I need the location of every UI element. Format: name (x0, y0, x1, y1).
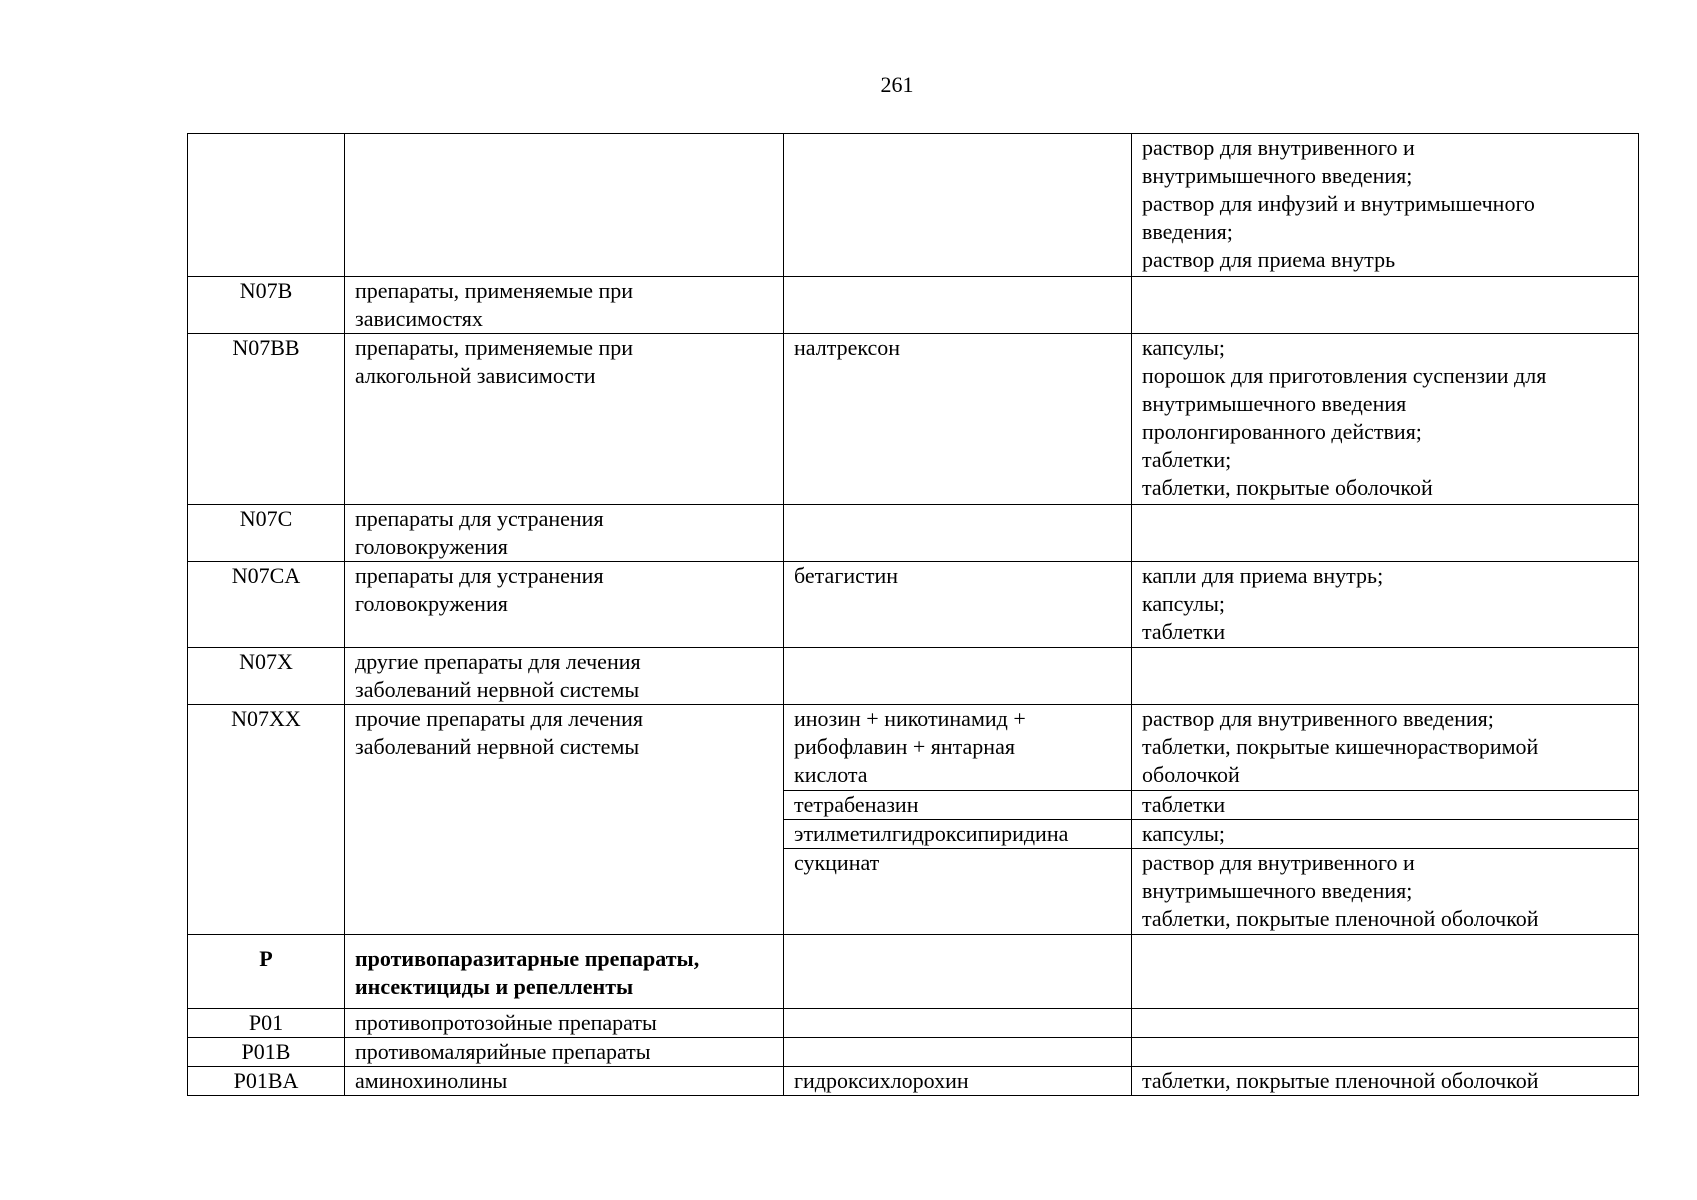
group-cell: препараты, применяемые при алкогольной зависимости (345, 334, 784, 505)
group-cell: препараты, применяемые при зависимостях (345, 277, 784, 334)
table-row (188, 935, 1639, 1009)
drug-table (187, 133, 1639, 1096)
drug-cell (784, 134, 1132, 277)
drug-cell (784, 277, 1132, 334)
drug-cell (784, 1009, 1132, 1038)
drug-cell (784, 648, 1132, 705)
atc-code-cell: P (188, 935, 345, 1009)
drug-cell: тетрабеназин (784, 791, 1132, 820)
atc-code-cell: P01 (188, 1009, 345, 1038)
forms-cell: раствор для внутривенного и внутримышечного введения; таблетки, покрытые пленочной оболочкой (1132, 849, 1639, 935)
forms-cell: раствор для внутривенного и внутримышечного введения; раствор для инфузий и внутримышечного введения; раствор для приема внутрь (1132, 134, 1639, 277)
forms-cell: таблетки, покрытые пленочной оболочкой (1132, 1067, 1639, 1096)
atc-code-cell: N07BB (188, 334, 345, 505)
drug-cell (784, 505, 1132, 562)
forms-cell (1132, 1009, 1639, 1038)
table-row (188, 1067, 1639, 1096)
forms-cell: раствор для внутривенного введения; таблетки, покрытые кишечнорастворимой оболочкой (1132, 705, 1639, 791)
page-number: 261 (880, 72, 914, 97)
atc-code-cell: P01BA (188, 1067, 345, 1096)
group-cell (345, 134, 784, 277)
forms-cell (1132, 935, 1639, 1009)
atc-code-cell: N07C (188, 505, 345, 562)
forms-cell (1132, 1038, 1639, 1067)
table-row (188, 505, 1639, 562)
group-cell: препараты для устранения головокружения (345, 562, 784, 648)
atc-code-cell: N07XX (188, 705, 345, 935)
forms-cell (1132, 277, 1639, 334)
forms-cell: таблетки (1132, 791, 1639, 820)
drug-cell: налтрексон (784, 334, 1132, 505)
forms-cell (1132, 648, 1639, 705)
forms-cell: капли для приема внутрь; капсулы; таблетки (1132, 562, 1639, 648)
drug-cell: инозин + никотинамид + рибофлавин + янтарная кислота (784, 705, 1132, 791)
group-cell: препараты для устранения головокружения (345, 505, 784, 562)
drug-cell (784, 935, 1132, 1009)
atc-code-cell (188, 134, 345, 277)
group-cell: противопротозойные препараты (345, 1009, 784, 1038)
group-cell: противомалярийные препараты (345, 1038, 784, 1067)
table-row (188, 334, 1639, 505)
group-cell: другие препараты для лечения заболеваний нервной системы (345, 648, 784, 705)
table-row (188, 1038, 1639, 1067)
table-row (188, 134, 1639, 277)
table-row (188, 1009, 1639, 1038)
forms-cell: капсулы; порошок для приготовления суспензии для внутримышечного введения пролонгированного действия; таблетки; таблетки, покрытые оболочкой (1132, 334, 1639, 505)
atc-code-cell: N07B (188, 277, 345, 334)
table-row (188, 705, 1639, 791)
drug-cell: этилметилгидроксипиридина (784, 820, 1132, 849)
forms-cell (1132, 505, 1639, 562)
drug-cell: бетагистин (784, 562, 1132, 648)
group-cell: прочие препараты для лечения заболеваний нервной системы (345, 705, 784, 935)
table-row (188, 562, 1639, 648)
table-row (188, 648, 1639, 705)
drug-cell: сукцинат (784, 849, 1132, 935)
atc-code-cell: P01B (188, 1038, 345, 1067)
group-cell: противопаразитарные препараты, инсектициды и репелленты (345, 935, 784, 1009)
forms-cell: капсулы; (1132, 820, 1639, 849)
drug-cell (784, 1038, 1132, 1067)
group-cell: аминохинолины (345, 1067, 784, 1096)
table-row (188, 277, 1639, 334)
atc-code-cell: N07CA (188, 562, 345, 648)
drug-cell: гидроксихлорохин (784, 1067, 1132, 1096)
atc-code-cell: N07X (188, 648, 345, 705)
